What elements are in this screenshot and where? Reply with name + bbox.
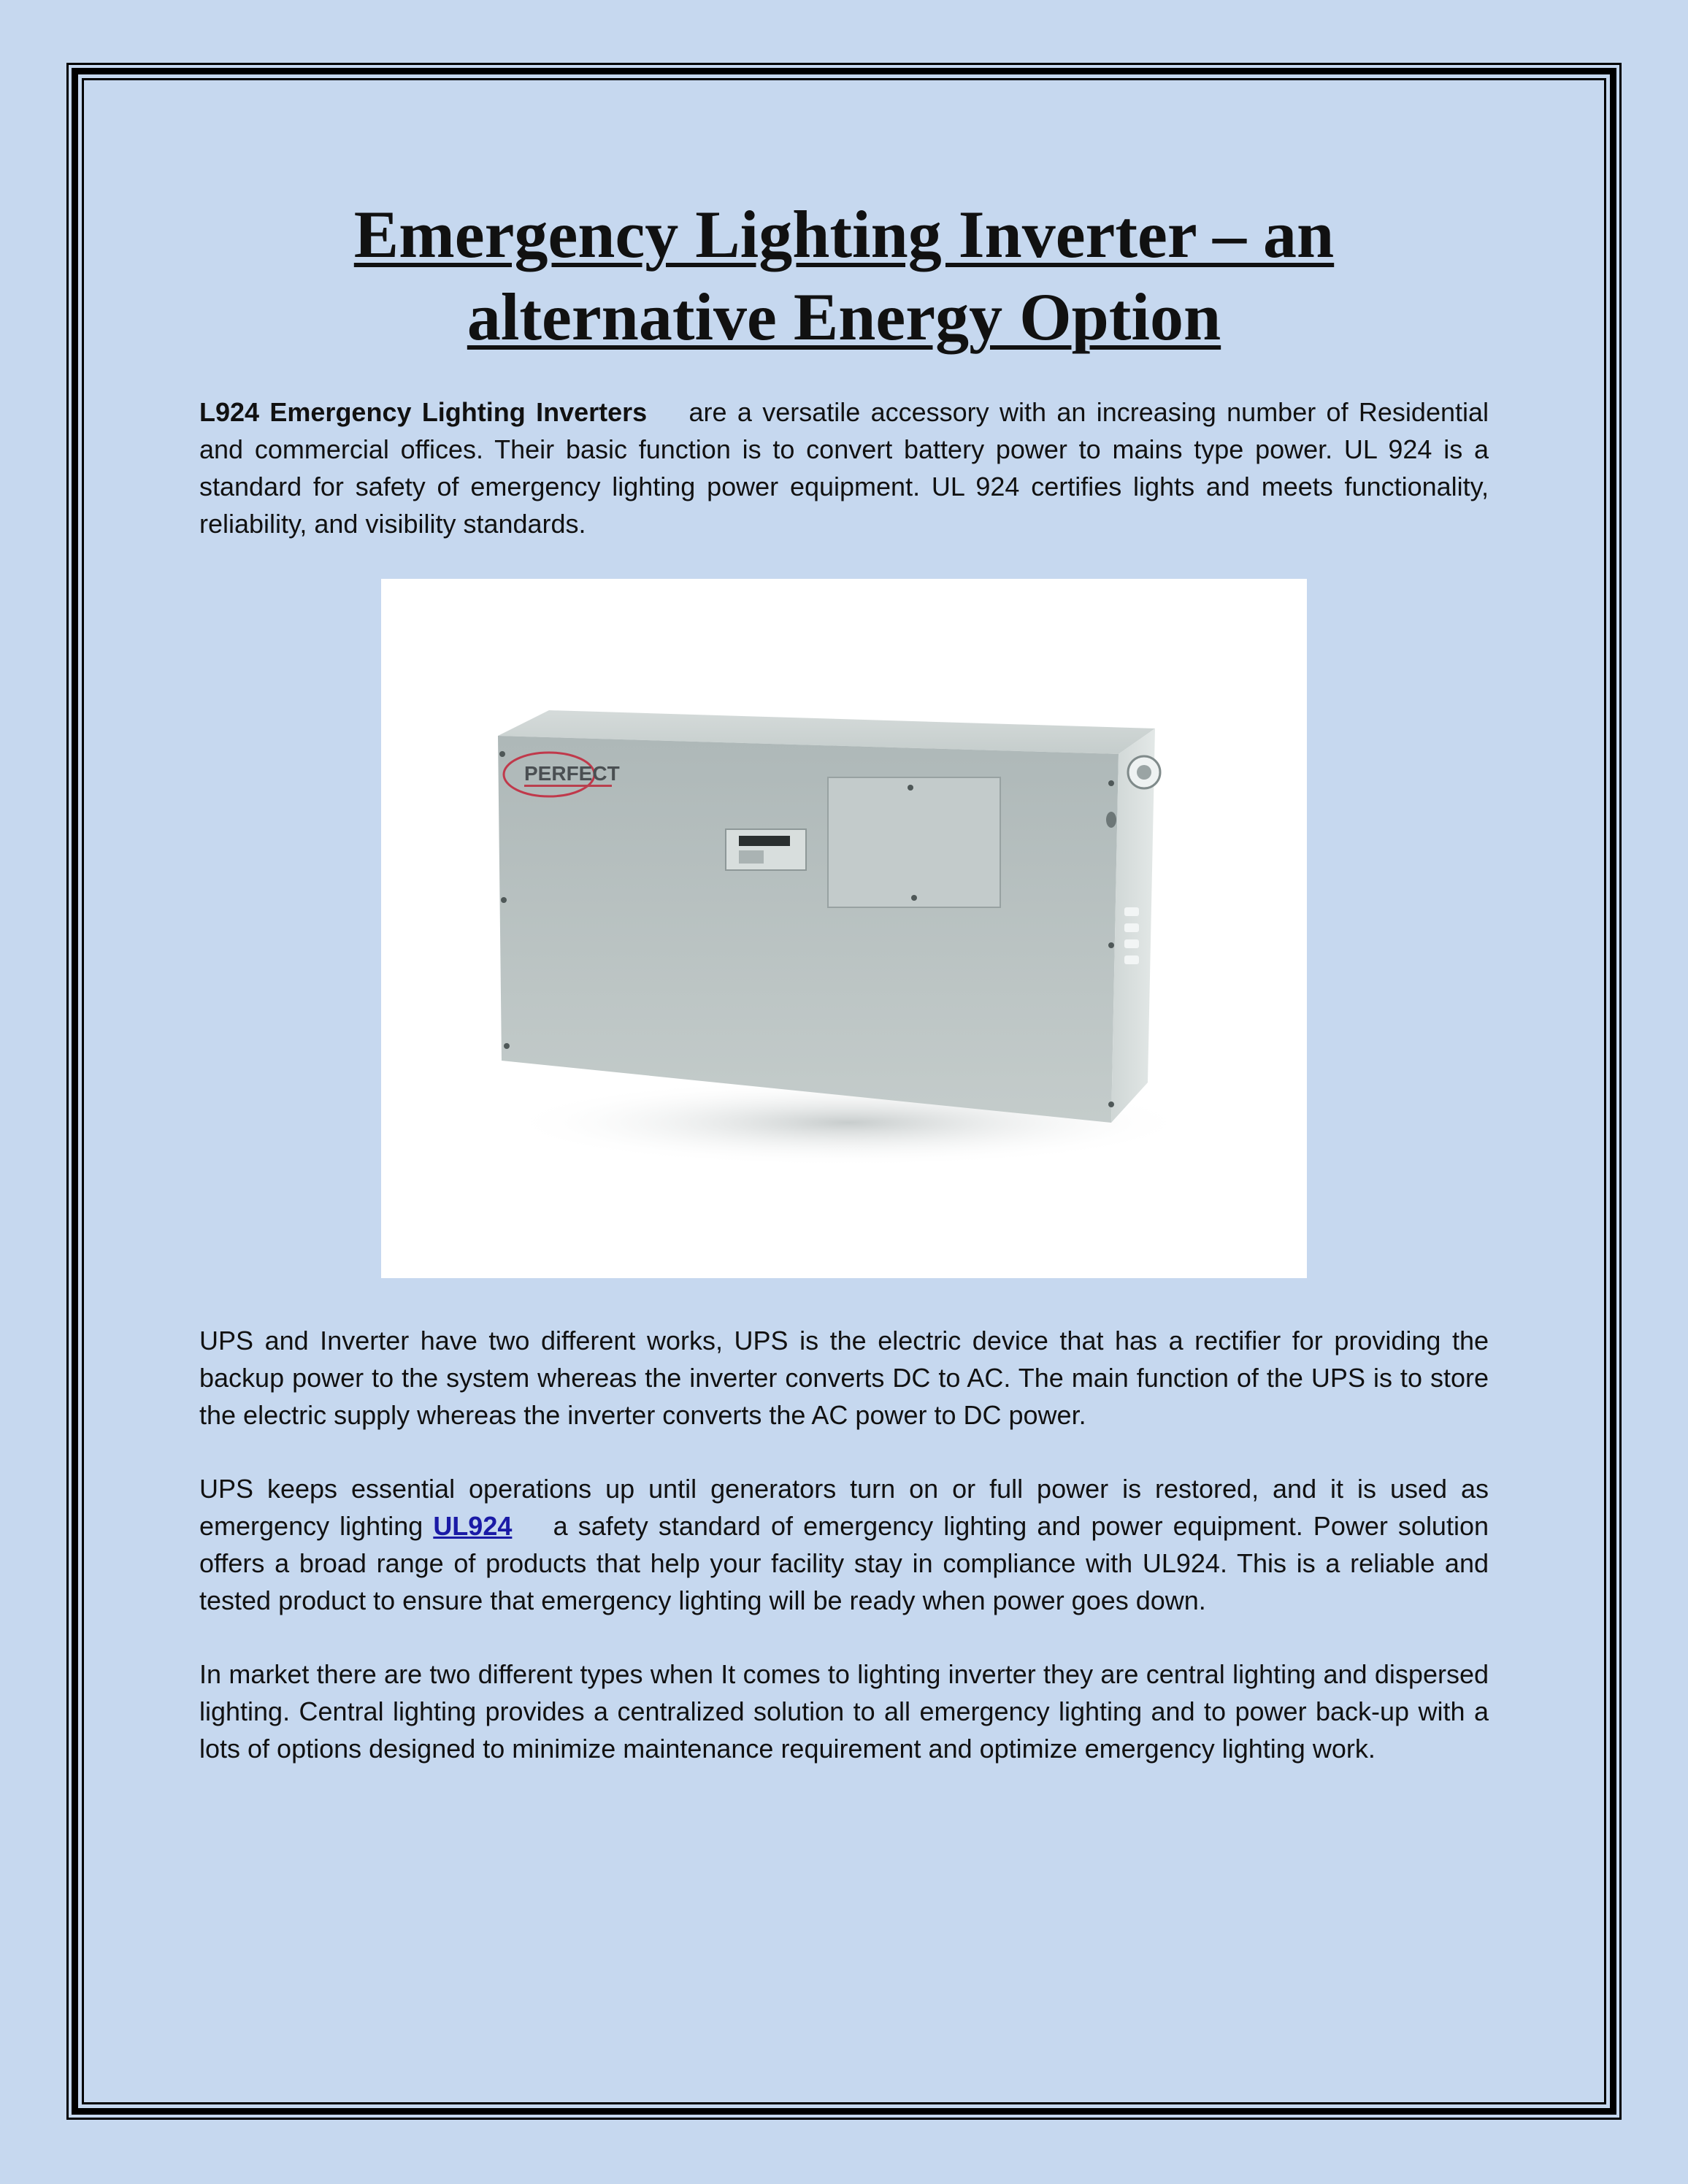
intro-paragraph: [199, 393, 1489, 542]
brand-logo: PERFECT: [524, 762, 620, 785]
paragraph-ul924-rest: a safety standard of emergency lighting and power equipment. Power solution offers a broad range of products that help your facility stay in compliance with UL924. This is a reliable and tested product to ensure that emergency lighting will be ready when power goes down.: [199, 1511, 1489, 1615]
inverter-illustration: [381, 579, 1307, 1278]
fan-hub: [1137, 765, 1151, 780]
device-keypad: [739, 850, 764, 864]
paragraph-ul924-lead: UPS keeps essential operations up until generators turn on or full power is restored, and it is used as emergency lighting: [199, 1474, 1489, 1541]
screw: [911, 895, 917, 901]
side-port: [1106, 812, 1116, 828]
screw: [499, 751, 505, 757]
screw: [501, 897, 507, 903]
intro-text: are a versatile accessory with an increasing number of Residential and commercial offices. Their basic function is to convert battery power to mains type power. UL 924 is a standard for safety of emergency lighting power equipment. UL 924 certifies lights and meets functionality, reliability, and visibility standards.: [199, 397, 1489, 539]
intro-bold-lead: L924 Emergency Lighting Inverters: [199, 397, 648, 427]
screw: [1108, 780, 1114, 786]
paragraph-ul924: [199, 1470, 1489, 1619]
screw: [1108, 1101, 1114, 1107]
screw: [908, 785, 913, 791]
vent-slot-4: [1124, 956, 1139, 964]
vent-slot-1: [1124, 907, 1139, 916]
screw: [1108, 942, 1114, 948]
screw: [504, 1043, 510, 1049]
device-display-panel: [726, 829, 806, 870]
brand-logo-underline: [524, 785, 612, 787]
vent-slot-2: [1124, 923, 1139, 932]
inverter-product-image: [381, 579, 1307, 1278]
document-body: [199, 193, 1489, 1767]
device-lcd-screen: [739, 836, 790, 846]
paragraph-ups-vs-inverter: UPS and Inverter have two different works, UPS is the electric device that has a rectifier for providing the backup power to the system whereas the inverter converts DC to AC. The main function of the UPS is to store the electric supply whereas the inverter converts the AC power to DC power.: [199, 1326, 1489, 1430]
vent-slot-3: [1124, 939, 1139, 948]
page-title: Emergency Lighting Inverter – an alternative Energy Option: [353, 197, 1335, 354]
paragraph-lighting-types: In market there are two different types when It comes to lighting inverter they are central lighting and dispersed lighting. Central lighting provides a centralized solution to all emergency lighting and to power back-up with a lots of options designed to minimize maintenance requirement and optimize emergency lighting work.: [199, 1659, 1489, 1764]
device-front-face: [498, 736, 1119, 1123]
device-access-panel: [828, 777, 1000, 907]
ul924-link[interactable]: UL924: [433, 1511, 513, 1541]
